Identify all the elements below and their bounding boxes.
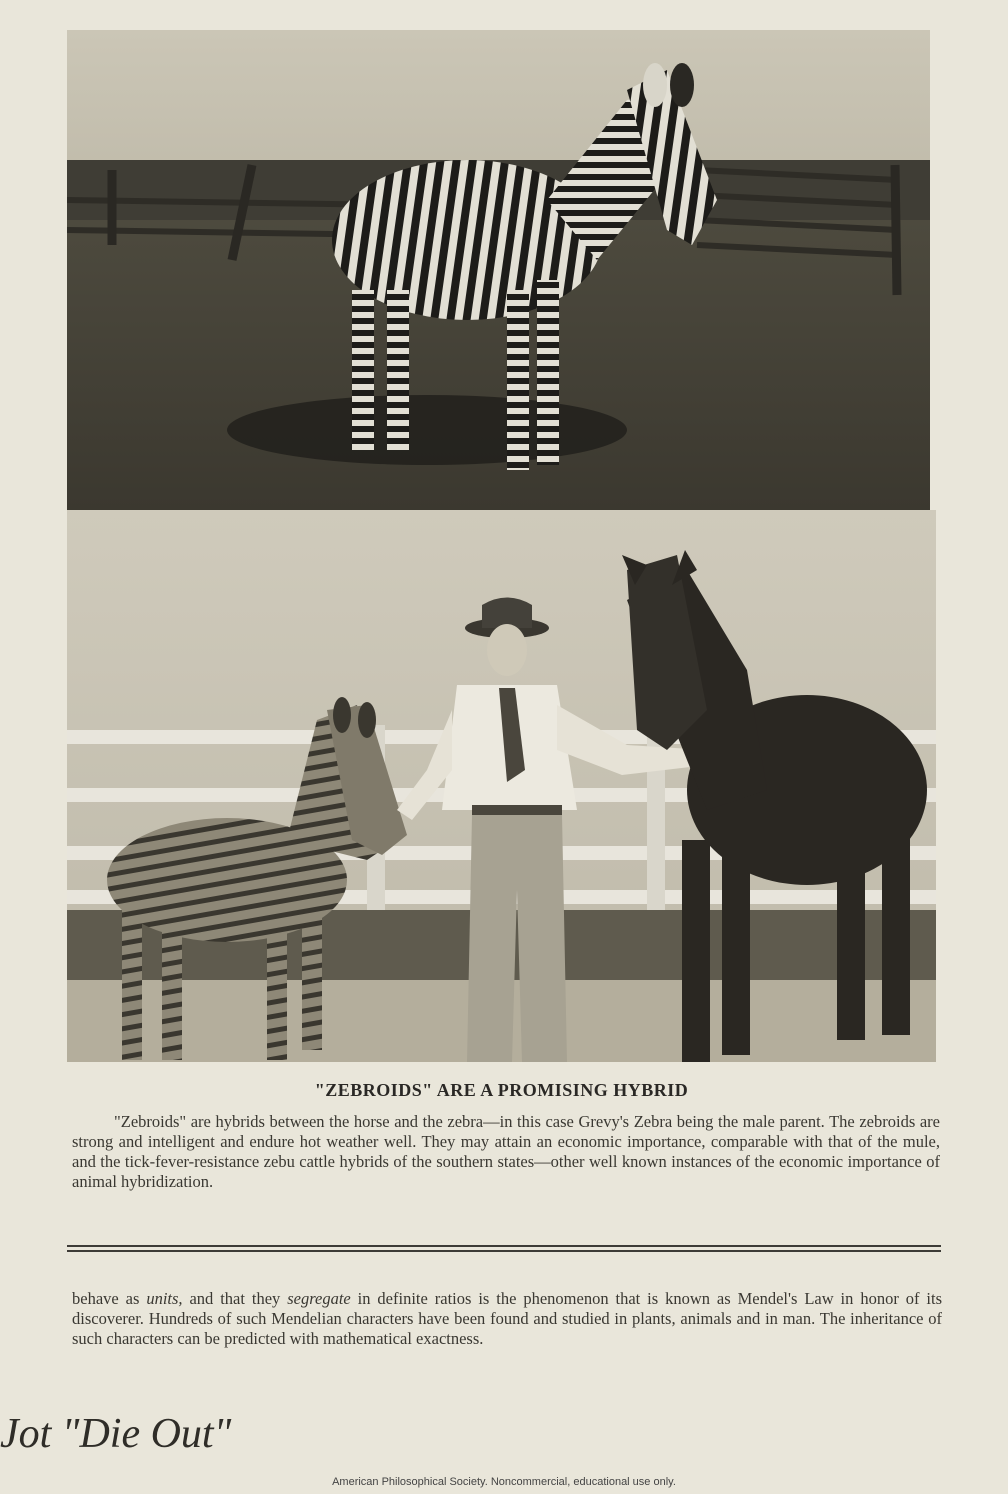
divider-rule — [67, 1250, 941, 1252]
body-text-segment: in definite ratios is the phenomenon that is known as Mendel's Law in honor of its discoverer. Hundreds of such Mendelian characters have been found and studied in plants, animals and in man. The inheritance of such characters can be predicted with mathematical exactness. — [72, 1289, 942, 1348]
zebra-photo — [67, 30, 930, 510]
zebroid-illustration — [67, 510, 936, 1062]
body-emphasis-units: units, — [146, 1289, 183, 1308]
caption-title: "ZEBROIDS" ARE A PROMISING HYBRID — [314, 1080, 689, 1100]
body-text-segment: and that they — [182, 1289, 288, 1308]
body-emphasis-segregate: segregate — [287, 1289, 351, 1308]
caption-body: "Zebroids" are hybrids between the horse and the zebra—in this case Grevy's Zebra being the male parent. The zebroids are strong and intelligent and endure hot weather well. They may attain an economic importance, comparable with that of the mule, and the tick-fever-resistance zebu cattle hybrids of the southern states—other well known instances of the economic importance of animal hybridization. — [72, 1112, 940, 1191]
body-text-segment: behave as — [72, 1289, 147, 1308]
body-paragraph — [72, 1289, 942, 1349]
section-heading: Jot "Die Out" — [0, 1411, 232, 1457]
zebroid-photo — [67, 510, 936, 1062]
divider-rule — [67, 1245, 941, 1247]
footer-credit: American Philosophical Society. Noncommercial, educational use only. — [332, 1476, 676, 1488]
zebra-illustration — [67, 30, 930, 510]
